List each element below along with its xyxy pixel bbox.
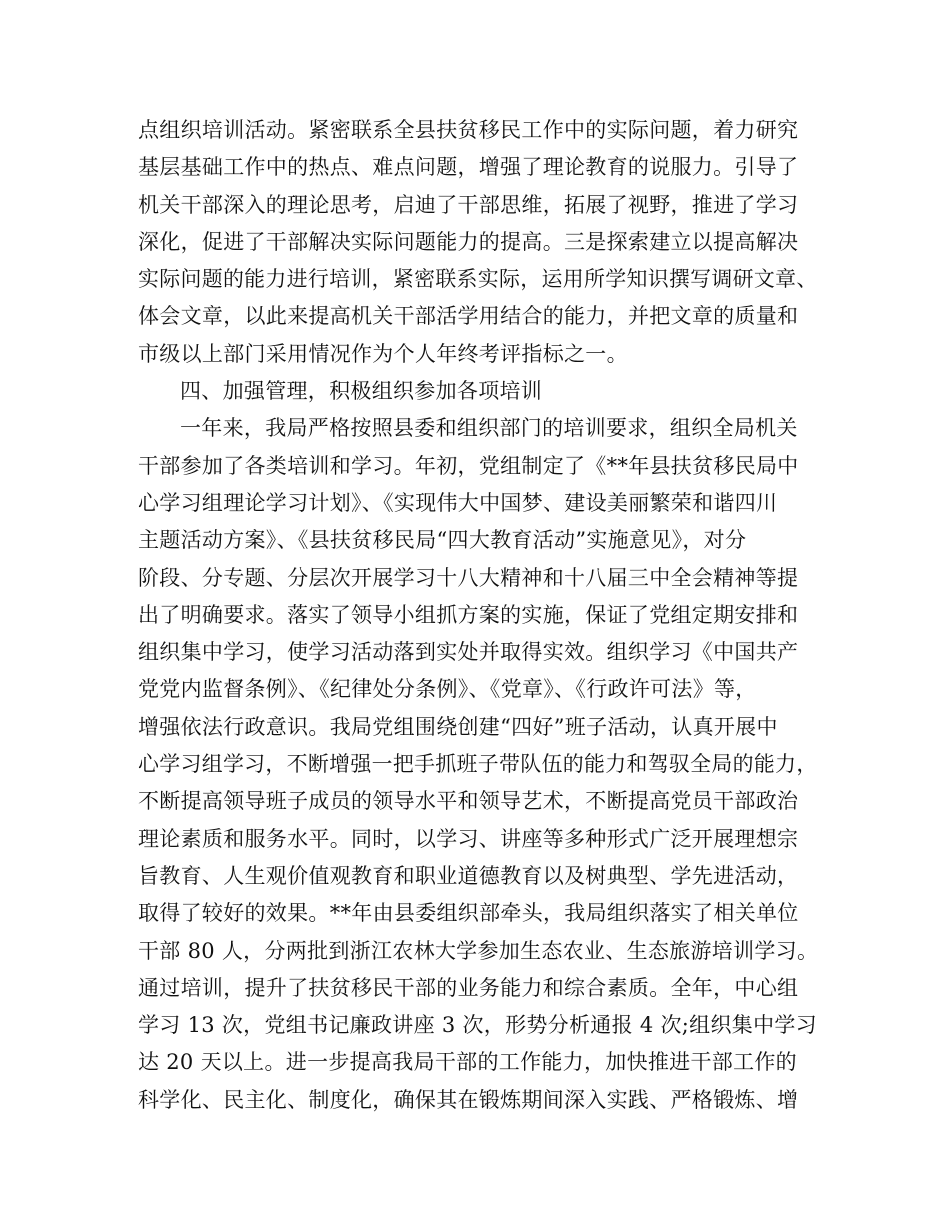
document-body <box>138 112 818 1119</box>
text-line: 旨教育、人生观价值观教育和职业道德教育以及树典型、学先进活动， <box>138 863 799 888</box>
text-line: 体会文章，以此来提高机关干部活学用结合的能力，并把文章的质量和 <box>138 304 799 329</box>
text-line: 理论素质和服务水平。同时，以学习、讲座等多种形式广泛开展理想宗 <box>138 826 799 851</box>
text-line: 基层基础工作中的热点、难点问题，增强了理论教育的说服力。引导了 <box>138 155 799 180</box>
text-line: 心学习组学习，不断增强一把手抓班子带队伍的能力和驾驭全局的能力， <box>138 752 818 777</box>
text-line: 主题活动方案》、《县扶贫移民局“四大教育活动”实施意见》，对分 <box>138 528 747 553</box>
text-line: 达 20 天以上。进一步提高我局干部的工作能力，加快推进干部工作的 <box>138 1050 797 1075</box>
text-line: 干部 80 人，分两批到浙江农林大学参加生态农业、生态旅游培训学习。 <box>138 938 819 963</box>
text-line: 增强依法行政意识。我局党组围绕创建“四好”班子活动，认真开展中 <box>138 714 778 739</box>
text-line: 党党内监督条例》、《纪律处分条例》、《党章》、《行政许可法》等， <box>138 677 757 702</box>
text-line: 不断提高领导班子成员的领导水平和领导艺术，不断提高党员干部政治 <box>138 789 799 814</box>
text-line: 心学习组理论学习计划》、《实现伟大中国梦、建设美丽繁荣和谐四川 <box>138 490 778 515</box>
text-line: 出了明确要求。落实了领导小组抓方案的实施，保证了党组定期安排和 <box>138 602 799 627</box>
text-line: 科学化、民主化、制度化，确保其在锻炼期间深入实践、严格锻炼、增 <box>138 1087 799 1112</box>
text-line: 实际问题的能力进行培训，紧密联系实际，运用所学知识撰写调研文章、 <box>138 267 818 292</box>
text-line: 阶段、分专题、分层次开展学习十八大精神和十八届三中全会精神等提 <box>138 565 799 590</box>
text-line: 深化，促进了干部解决实际问题能力的提高。三是探索建立以提高解决 <box>138 229 799 254</box>
section-heading: 四、加强管理，积极组织参加各项培训 <box>180 379 543 404</box>
text-line: 点组织培训活动。紧密联系全县扶贫移民工作中的实际问题，着力研究 <box>138 118 799 142</box>
text-line: 机关干部深入的理论思考，启迪了干部思维，拓展了视野，推进了学习 <box>138 192 799 217</box>
text-line: 干部参加了各类培训和学习。年初，党组制定了《**年县扶贫移民局中 <box>138 453 799 478</box>
text-line: 组织集中学习，使学习活动落到实处并取得实效。组织学习《中国共产 <box>138 640 799 665</box>
paragraph-first-line: 一年来，我局严格按照县委和组织部门的培训要求，组织全局机关 <box>180 416 798 441</box>
text-line: 学习 13 次，党组书记廉政讲座 3 次，形势分析通报 4 次;组织集中学习 <box>138 1013 817 1038</box>
text-line: 市级以上部门采用情况作为个人年终考评指标之一。 <box>138 341 628 366</box>
text-line: 取得了较好的效果。**年由县委组织部牵头，我局组织落实了相关单位 <box>138 901 799 926</box>
text-line: 通过培训，提升了扶贫移民干部的业务能力和综合素质。全年，中心组 <box>138 975 799 1000</box>
